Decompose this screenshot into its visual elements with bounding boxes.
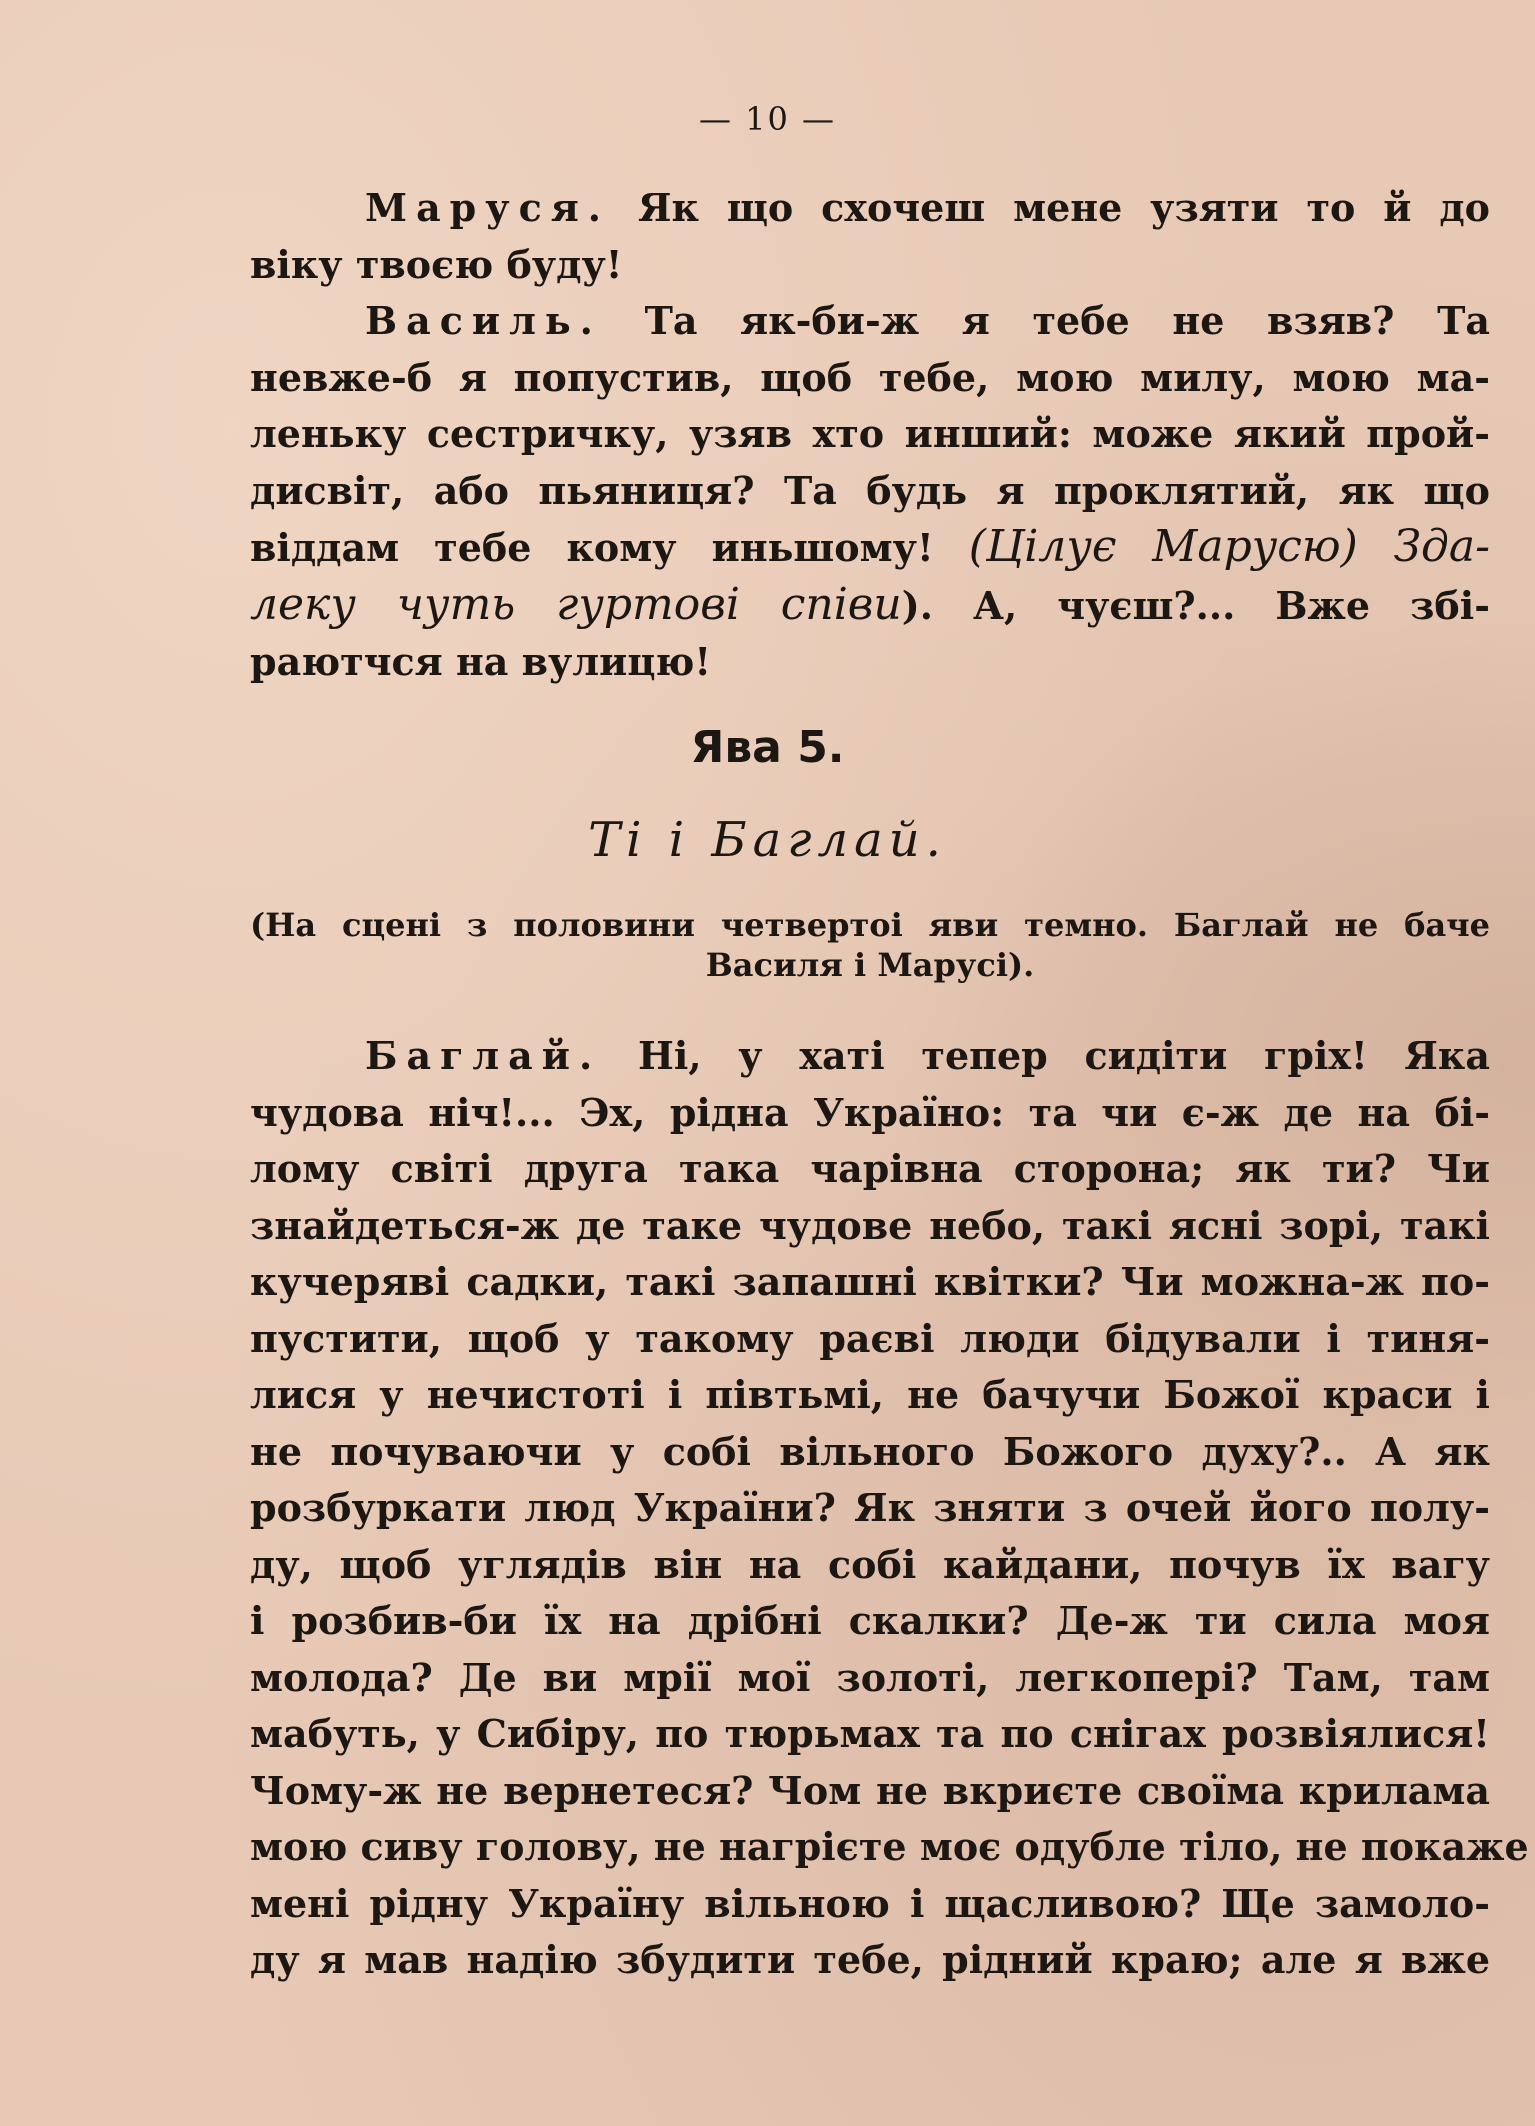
line-text: Та як-би-ж я тебе не взяв? Та [644,298,1491,343]
dialogue-line: раютчся на вулицю! [250,639,712,684]
dialogue-line: молода? Де ви мрії мої золоті, легкопері? Там, там [250,1654,1490,1700]
dialogue-line: мабуть, у Сибіру, по тюрьмах та по снігах розвіялися! [250,1711,1490,1756]
dialogue-line [250,293,1490,350]
dialogue-line: знайдеться-ж де таке чудове небо, такі ясні зорі, такі [250,1202,1490,1248]
line-text: віддам тебе кому иньшому! [250,525,934,570]
dialogue-line: невже-б я попустив, щоб тебе, мою милу, мою ма- [250,354,1490,400]
dialogue-line [250,180,1490,237]
dialogue-line [250,519,1490,577]
scene-heading: Ява 5. [690,722,845,773]
dialogue-line: чудова ніч!... Эх, рідна Україно: та чи є-ж де на бі- [250,1089,1490,1135]
dialogue-line: леньку сестричку, узяв хто инший: може який прой- [250,411,1490,456]
dialogue-line: не почуваючи у собі вільного Божого духу?.. А як [250,1428,1490,1474]
stage-remark: леку чуть гуртові співи [250,578,902,630]
line-text: ). А, чуєш?... Вже збі- [901,582,1490,628]
dialogue-line: і розбив-би їх на дрібні скалки? Де-ж ти сила моя [250,1598,1490,1643]
line-text: Ні, у хаті тепер сидіти гріх! Яка [637,1033,1490,1078]
dialogue-line: Чому-ж не вернетеся? Чом не вкриєте своїма крилама [250,1767,1490,1813]
dialogue-line: дисвіт, або пьяниця? Та будь я проклятий, як що [250,467,1490,513]
stage-remark: (Цілує Марусю) Зда- [968,521,1491,572]
dialogue-line: лому світі друга така чарівна сторона; як ти? Чи [250,1146,1490,1191]
dialogue-line: розбуркати люд України? Як зняти з очей його полу- [250,1485,1490,1530]
dialogue-line: мою сиву голову, не нагрієте моє одубле тіло, не покаже [250,1824,1529,1869]
speaker-name: Баглай. [365,1033,602,1078]
line-text: Як що схочеш мене узяти то й до [637,185,1491,230]
stage-direction-line: (На сцені з половини четвертоі яви темно. Баглай не баче [250,906,1490,944]
speaker-name: Маруся. [365,185,611,230]
dialogue-line [250,577,1490,635]
scene-characters: Ті і Баглай. [588,812,947,868]
dialogue-line: ду, щоб углядів він на собі кайдани, почув їх вагу [250,1541,1490,1587]
dialogue-line [250,1028,1490,1085]
stage-direction-line: Василя і Марусі). [705,946,1035,984]
speaker-name: Василь. [365,298,602,343]
page-number: — 10 — [698,100,837,138]
dialogue-line: лися у нечистоті і півтьмі, не бачучи Божої краси і [250,1372,1490,1417]
dialogue-block-1 [250,180,1490,691]
dialogue-line: пустити, щоб у такому раєві люди бідували і тиня- [250,1315,1490,1361]
dialogue-line: мені рідну Україну вільною і щасливою? Ще замоло- [250,1880,1490,1926]
dialogue-line: кучеряві садки, такі запашні квітки? Чи можна-ж по- [250,1259,1490,1304]
dialogue-line: віку твоєю буду! [250,241,623,287]
stage-direction [250,905,1490,985]
dialogue-line: ду я мав надію збудити тебе, рідний краю; але я вже [250,1937,1490,1982]
dialogue-block-2 [250,1028,1529,1989]
